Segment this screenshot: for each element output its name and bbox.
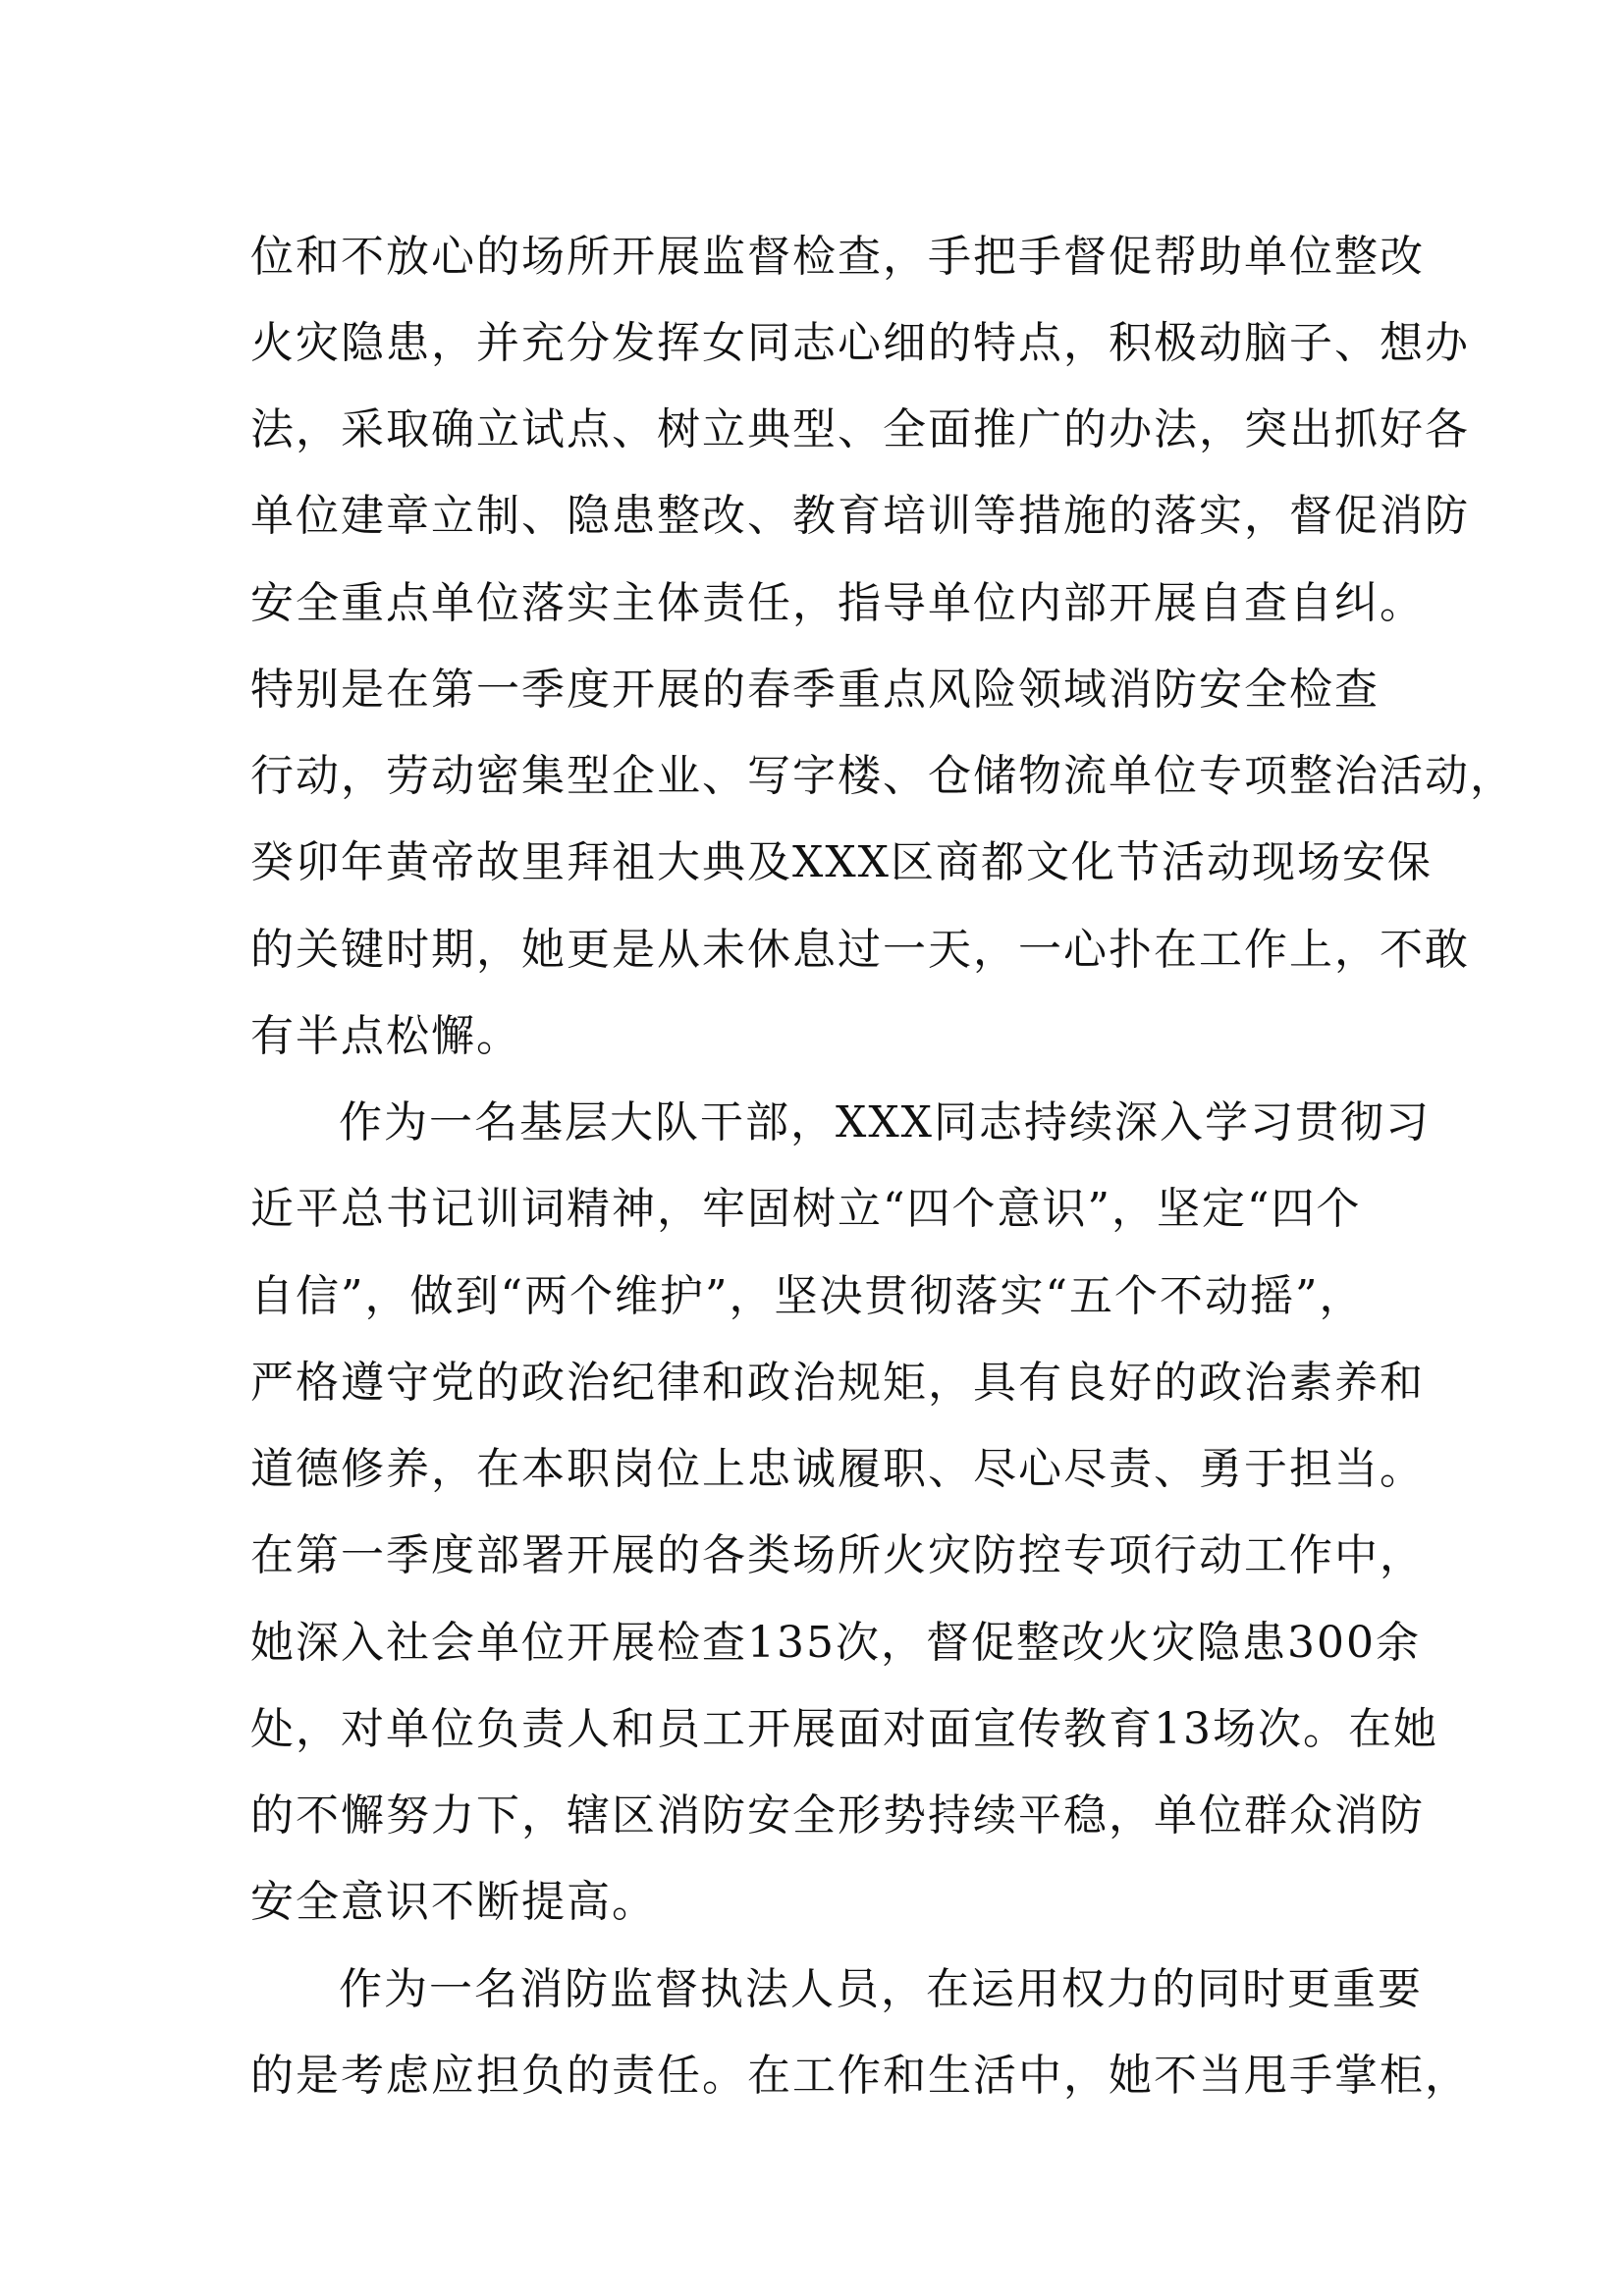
body-line: 近平总书记训词精神，牢固树立“四个意识”，坚定“四个 — [250, 1184, 1362, 1234]
body-line: 法，采取确立试点、树立典型、全面推广的办法，突出抓好各 — [250, 404, 1470, 454]
body-line: 处，对单位负责人和员工开展面对面宣传教育13场次。在她 — [250, 1704, 1438, 1754]
body-line: 的关键时期，她更是从未休息过一天，一心扑在工作上，不敢 — [250, 925, 1470, 975]
body-line: 有半点松懈。 — [250, 1011, 521, 1061]
body-line: 火灾隐患，并充分发挥女同志心细的特点，积极动脑子、想办 — [250, 318, 1470, 368]
body-line: 在第一季度部署开展的各类场所火灾防控专项行动工作中， — [250, 1530, 1425, 1580]
body-line: 道德修养，在本职岗位上忠诚履职、尽心尽责、勇于担当。 — [250, 1444, 1425, 1494]
body-line: 自信”，做到“两个维护”，坚决贯彻落实“五个不动摇”， — [250, 1271, 1365, 1321]
body-line: 安全重点单位落实主体责任，指导单位内部开展自查自纠。 — [250, 578, 1425, 628]
body-line: 严格遵守党的政治纪律和政治规矩，具有良好的政治素养和 — [250, 1358, 1425, 1408]
body-line: 的是考虑应担负的责任。在工作和生活中，她不当甩手掌柜， — [250, 2051, 1470, 2101]
body-line: 癸卯年黄帝故里拜祖大典及XXX区商都文化节活动现场安保 — [250, 837, 1433, 887]
paragraph-first-line: 作为一名基层大队干部，XXX同志持续深入学习贯彻习 — [339, 1097, 1431, 1148]
body-line: 位和不放心的场所开展监督检查，手把手督促帮助单位整改 — [250, 232, 1425, 282]
paragraph-first-line: 作为一名消防监督执法人员，在运用权力的同时更重要 — [339, 1964, 1423, 2014]
body-line: 单位建章立制、隐患整改、教育培训等措施的落实，督促消防 — [250, 491, 1470, 541]
body-line: 特别是在第一季度开展的春季重点风险领域消防安全检查 — [250, 665, 1380, 715]
body-line: 行动，劳动密集型企业、写字楼、仓储物流单位专项整治活动， — [250, 751, 1515, 801]
body-line: 安全意识不断提高。 — [250, 1877, 657, 1927]
body-line: 她深入社会单位开展检查135次，督促整改火灾隐患300余 — [250, 1618, 1421, 1668]
body-line: 的不懈努力下，辖区消防安全形势持续平稳，单位群众消防 — [250, 1790, 1425, 1841]
